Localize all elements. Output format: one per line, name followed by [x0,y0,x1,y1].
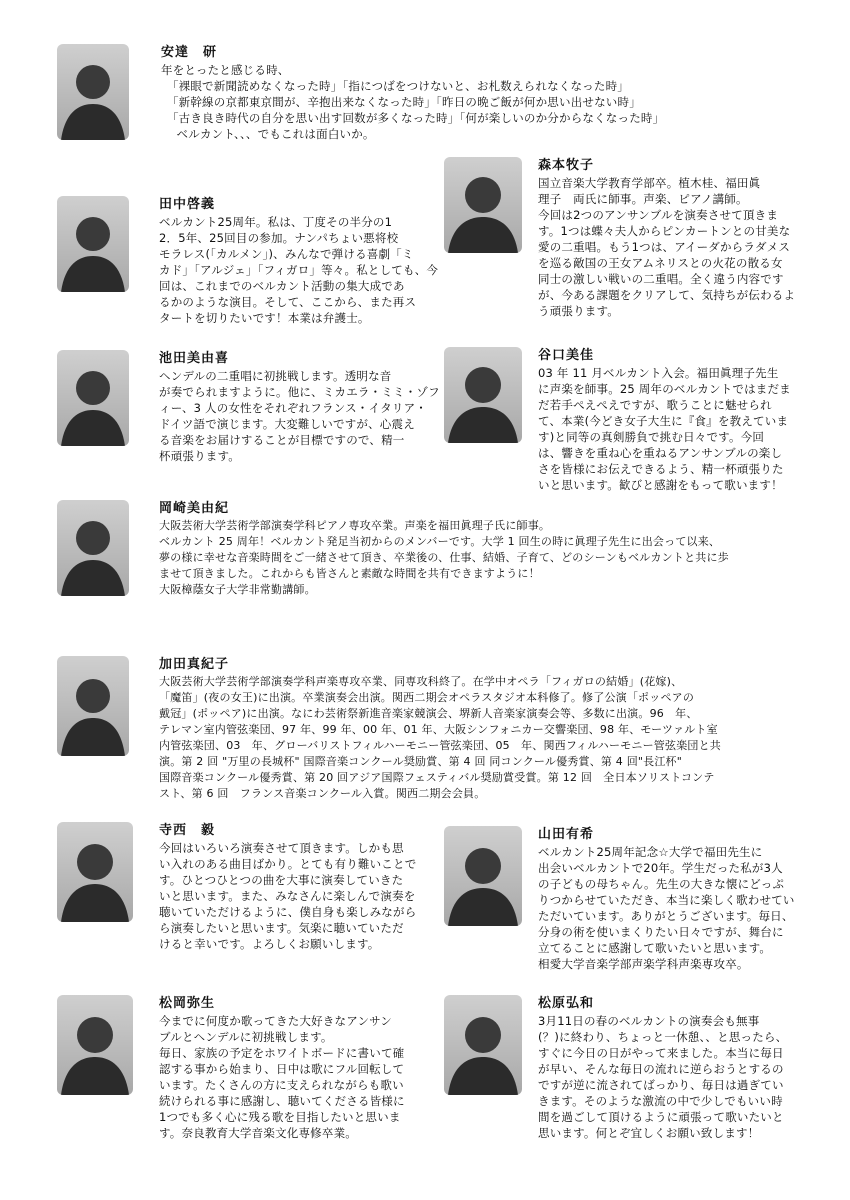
portrait-photo [444,826,522,926]
portrait-photo [444,347,522,443]
portrait-photo [57,350,129,446]
performer-bio: ベルカント25周年。私は、丁度その半分の1 2．5年、25回目の参加。ナンパちょい悪将校 モラレス(「カルメン」)、みんなで弾ける喜劇「ミ カド」「アルジェ」「フィガロ」等々。私としても、今 回は、これまでのベルカント活動の集大成であ るかのような演目。そして、ここから、また再ス タートを切りたいです！本業は弁護士。 [159,215,439,325]
performer-bio: 大阪芸術大学芸術学部演奏学科声楽専攻卒業、同専攻科終了。在学中オペラ「フィガロの結婚」(花嫁)、 「魔笛」(夜の女王)に出演。卒業演奏会出演。関西二期会オペラスタジオ本科修了。修了公演「ポッペアの 戴冠」(ポッペア)に出演。なにわ芸術祭新進音楽家競演会、堺新人音楽家演奏会等、多数に出演。96 年、 テレマン室内管弦楽団、97 年、99 年、00 年、01 年、大阪シンフォニカー交響楽団、98 年、モーツァルト室 内管弦楽団、03 年、グローバリストフィルハーモニー管弦楽団、05 年、関西フィルハーモニー管弦楽団と共 演。第 2 回 "万里の長城杯" 国際音楽コンクール奨励賞、第 4 回 同コンクール優秀賞、第 4 回"長江杯" 国際音楽コンクール優秀賞、第 20 回アジア国際フェスティバル奨励賞受賞。第 12 回 全日本ソリストコンテ スト、第 6 回 フランス音楽コンクール入賞。関西二期会会員。 [159,675,721,800]
person-silhouette-icon [57,196,129,292]
performer-bio: ベルカント25周年記念☆大学で福田先生に 出会いベルカントで20年。学生だった私が3人 の子どもの母ちゃん。先生の大きな懐にどっぷ りつからせていただき、本当に楽しく歌わせてい ただいています。ありがとうございます。毎日、 分身の術を使いまくりたい日々ですが、舞台に 立てることに感謝して歌いたいと思います。 相愛大学音楽学部声楽学科声楽専攻卒。 [538,845,795,971]
performer-bio: ヘンデルの二重唱に初挑戦します。透明な音 が奏でられますように。他に、ミカエラ・ミミ・ゾフ ィー、3 人の女性をそれぞれフランス・イタリア・ ドイツ語で演じます。大変難しいですが、心震え る音楽をお届けすることが目標ですので、精一 杯頑張ります。 [159,369,440,463]
performer-bio: 国立音楽大学教育学部卒。植木桂、福田眞 理子 両氏に師事。声楽、ピアノ講師。 今回は2つのアンサンブルを演奏させて頂きま す。1つは蝶々夫人からピンカートンとの甘美な 愛の二重唱。もう1つは、アイーダからラダメス を巡る敵国の王女アムネリスとの火花の散る女 同士の激しい戦いの二重唱。全く違う内容です が、今ある課題をクリアして、気持ちが伝わるよ う頑張ります。 [538,176,796,318]
performer-name: 加田真紀子 [159,657,230,672]
person-silhouette-icon [57,500,129,596]
profile-adachi [57,44,837,144]
performer-name: 池田美由喜 [159,351,230,366]
portrait-photo [444,157,522,253]
profile-matsubara [444,995,839,1165]
profile-teranishi [57,822,437,962]
profile-taniguchi [444,347,839,507]
portrait-photo [57,822,133,922]
person-silhouette-icon [444,995,522,1095]
profile-yamada [444,826,839,986]
person-silhouette-icon [57,995,133,1095]
performer-bio: 今までに何度か歌ってきた大好きなアンサン ブルとヘンデルに初挑戦します。 毎日、家族の予定をホワイトボードに書いて確 認する事から始まり、日中は歌にフル回転して います。たくさんの方に支えられながらも歌い 続けられる事に感謝し、聴いてくださる皆様に 1つでも多く心に残る歌を目指したいと思いま す。奈良教育大学音楽文化専修卒業。 [159,1014,405,1140]
person-silhouette-icon [444,347,522,443]
person-silhouette-icon [57,44,129,140]
portrait-photo [57,44,129,140]
portrait-photo [57,196,129,292]
performer-bio: 今回はいろいろ演奏させて頂きます。しかも思 い入れのある曲目ばかり。とても有り難いことで す。ひとつひとつの曲を大事に演奏していきた いと思います。また、みなさんに楽しんで演奏を 聴いていただけるように、僕自身も楽しみながら ら演奏したいと思います。気楽に聴いていただ けると幸いです。よろしくお願いします。 [159,841,417,951]
profile-matsuoka [57,995,437,1155]
profile-tanaka [57,196,437,336]
performer-name: 田中啓義 [159,197,216,212]
person-silhouette-icon [444,157,522,253]
portrait-photo [57,995,133,1095]
performer-bio: 年をとったと感じる時、 「裸眼で新聞読めなくなった時」「指につばをつけないと、お札数えられなくなった時」 「新幹線の京都東京間が、辛抱出来なくなった時」「昨日の晩ご飯が何か思い出せない時」 「古き良き時代の自分を思い出す回数が多くなった時」「何が楽しいのか分からなくなった時」 ベルカント、、、でもこれは面白いか。 [161,63,665,141]
performer-name: 安達 研 [161,45,218,60]
performer-name: 松原弘和 [538,996,595,1011]
profile-ikeda [57,350,440,480]
profile-okazaki [57,500,842,610]
performer-name: 岡崎美由紀 [159,501,230,516]
person-silhouette-icon [57,656,129,756]
performer-name: 松岡弥生 [159,996,216,1011]
profile-kada [57,656,842,806]
portrait-photo [57,500,129,596]
performer-bio: 大阪芸術大学芸術学部演奏学科ピアノ専攻卒業。声楽を福田眞理子氏に師事。 ベルカント 25 周年！ベルカント発足当初からのメンバーです。大学 1 回生の時に眞理子先生に出会って以来、 夢の様に幸せな音楽時間をご一緒させて頂き、卒業後の、仕事、結婚、子育て、どのシーンもベルカントと共に歩 ませて頂きました。これからも皆さんと素敵な時間を共有できますように！ 大阪樟蔭女子大学非常勤講師。 [159,519,729,596]
performer-name: 山田有希 [538,827,595,842]
person-silhouette-icon [444,826,522,926]
performer-name: 寺西 毅 [159,823,216,838]
performer-bio: 3月11日の春のベルカントの演奏会も無事 (？)に終わり、ちょっと一休憩、、と思ったら、 すぐに今日の日がやって来ました。本当に毎日 が早い、そんな毎日の流れに逆らおうとするの ですが逆に流されてばっかり、毎日は過ぎてい きます。そのような激流の中で少しでもいい時 間を過ごして頂けるように頑張って歌いたいと 思います。何とぞ宜しくお願い致します！ [538,1014,788,1140]
performer-bio: 03 年 11 月ベルカント入会。福田眞理子先生 に声楽を師事。25 周年のベルカントではまだま だ若手ぺえぺえですが、歌うことに魅せられ て、本業(今どき女子大生に『食』を教えていま す)と同等の真剣勝負で挑む日々です。今回 は、響きを重ね心を重ねるアンサンブルの楽し さを皆様にお伝えできるよう、精一杯頑張りた いと思います。歓びと感謝をもって歌います！ [538,366,791,492]
profile-morimoto [444,157,839,337]
portrait-photo [444,995,522,1095]
person-silhouette-icon [57,350,129,446]
person-silhouette-icon [57,822,133,922]
performer-name: 森本牧子 [538,158,595,173]
performer-name: 谷口美佳 [538,348,595,363]
portrait-photo [57,656,129,756]
